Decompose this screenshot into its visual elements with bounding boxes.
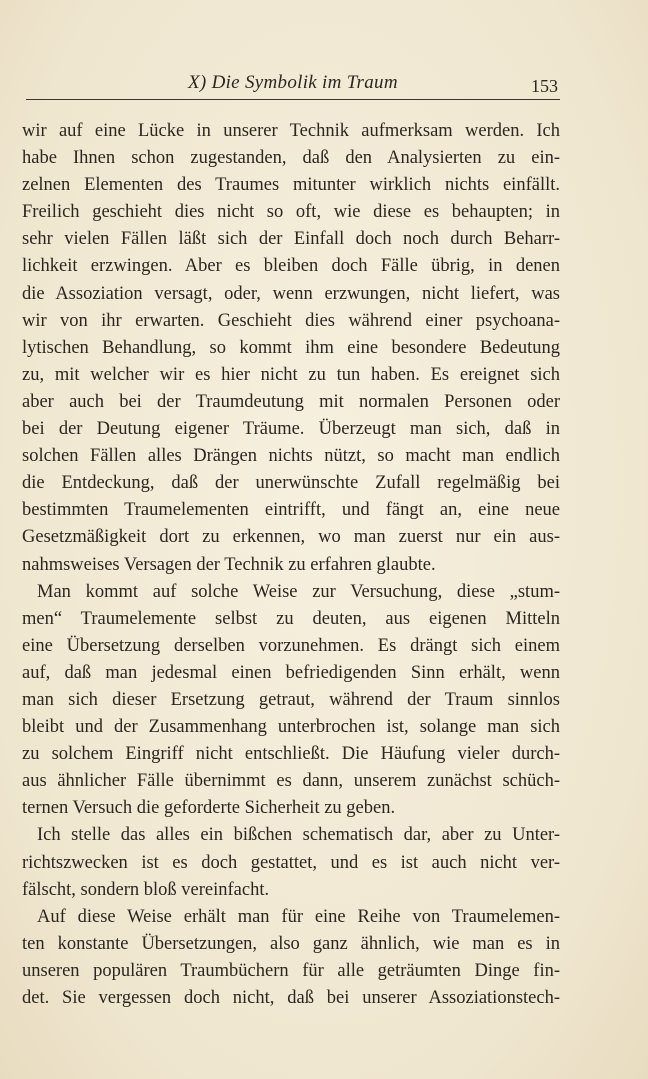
text-line: Ich stelle das alles ein bißchen schematisch dar, aber zu Unter- bbox=[37, 825, 560, 846]
text-line: auf, daß man jedesmal einen befriedigenden Sinn erhält, wenn bbox=[22, 662, 560, 683]
text-line: aber auch bei der Traumdeutung mit normalen Personen oder bbox=[22, 391, 560, 412]
text-line: solchen Fällen alles Drängen nichts nützt, so macht man endlich bbox=[22, 446, 560, 467]
text-line: zu solchem Eingriff nicht entschließt. Die Häufung vieler durch- bbox=[22, 744, 560, 765]
text-line: sehr vielen Fällen läßt sich der Einfall doch noch durch Beharr- bbox=[22, 229, 560, 250]
page-header bbox=[26, 72, 560, 100]
text-line: Man kommt auf solche Weise zur Versuchung, diese „stum- bbox=[37, 581, 560, 602]
text-line: fälscht, sondern bloß vereinfacht. bbox=[22, 879, 270, 900]
text-line: Auf diese Weise erhält man für eine Reihe von Traumelemen- bbox=[37, 906, 560, 927]
body-text bbox=[22, 118, 560, 1012]
text-line: richtszwecken ist es doch gestattet, und es ist auch nicht ver- bbox=[22, 852, 560, 873]
page-number: 153 bbox=[531, 76, 558, 96]
text-line: men“ Traumelemente selbst zu deuten, aus eigenen Mitteln bbox=[22, 608, 560, 629]
text-line: die Entdeckung, daß der unerwünschte Zufall regelmäßig bei bbox=[22, 473, 560, 494]
text-line: zelnen Elementen des Traumes mitunter wirklich nichts einfällt. bbox=[22, 175, 560, 196]
text-line: ten konstante Übersetzungen, also ganz ähnlich, wie man es in bbox=[22, 933, 560, 954]
text-line: eine Übersetzung derselben vorzunehmen. Es drängt sich einem bbox=[22, 635, 560, 656]
text-line: lichkeit erzwingen. Aber es bleiben doch Fälle übrig, in denen bbox=[22, 256, 560, 277]
text-line: Freilich geschieht dies nicht so oft, wie diese es behaupten; in bbox=[22, 202, 560, 223]
text-line: man sich dieser Ersetzung getraut, während der Traum sinnlos bbox=[22, 689, 560, 710]
text-line: wir von ihr erwarten. Geschieht dies während einer psychoana- bbox=[22, 310, 560, 331]
text-line: aus ähnlicher Fälle übernimmt es dann, unserem zunächst schüch- bbox=[22, 771, 560, 792]
text-line: die Assoziation versagt, oder, wenn erzwungen, nicht liefert, was bbox=[22, 283, 560, 304]
text-line: bei der Deutung eigener Träume. Überzeugt man sich, daß in bbox=[22, 419, 560, 440]
text-line: nahmsweises Versagen der Technik zu erfahren glaubte. bbox=[22, 554, 436, 575]
text-line: det. Sie vergessen doch nicht, daß bei unserer Assoziationstech- bbox=[22, 988, 560, 1008]
text-line: unseren populären Traumbüchern für alle geträumten Dinge fin- bbox=[22, 960, 560, 981]
text-line: ternen Versuch die geforderte Sicherheit zu geben. bbox=[22, 798, 396, 819]
text-line: wir auf eine Lücke in unserer Technik aufmerksam werden. Ich bbox=[22, 121, 560, 141]
text-line: bleibt und der Zusammenhang unterbrochen ist, solange man sich bbox=[22, 717, 560, 738]
running-head: X) Die Symbolik im Traum bbox=[188, 72, 398, 93]
text-line: bestimmten Traumelementen eintrifft, und fängt an, eine neue bbox=[22, 500, 560, 521]
text-line: zu, mit welcher wir es hier nicht zu tun haben. Es ereignet sich bbox=[22, 364, 560, 385]
text-line: lytischen Behandlung, so kommt ihm eine besondere Bedeutung bbox=[22, 337, 560, 358]
text-line: Gesetzmäßigkeit dort zu erkennen, wo man zuerst nur ein aus- bbox=[22, 527, 560, 548]
header-rule bbox=[26, 99, 560, 100]
text-line: habe Ihnen schon zugestanden, daß den Analysierten zu ein- bbox=[22, 148, 560, 169]
